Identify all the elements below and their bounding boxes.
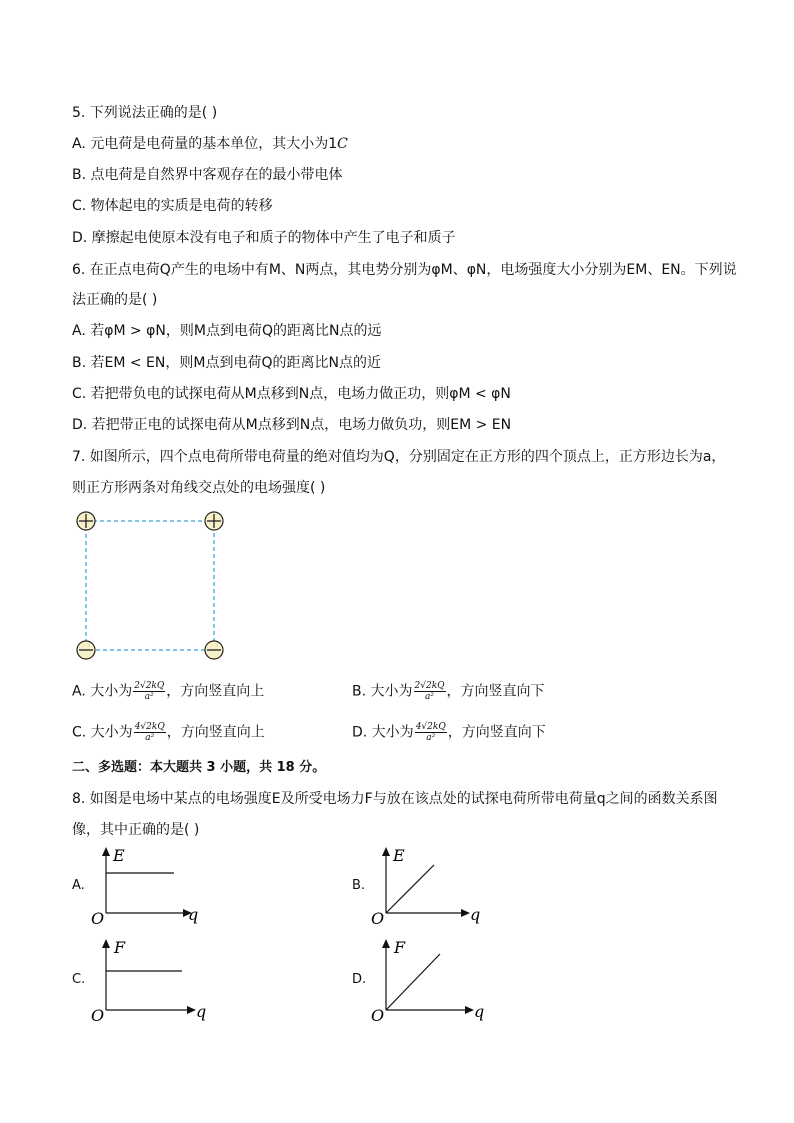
origin-label: O xyxy=(371,1006,385,1025)
q6-stem-line2: 法正确的是( ) xyxy=(72,292,158,308)
origin-label: O xyxy=(91,909,105,925)
x-axis-label: q xyxy=(196,1002,207,1021)
graph-c xyxy=(88,936,218,1026)
q5-stem: 5. 下列说法正确的是( ) xyxy=(72,105,218,121)
q6-option-d: D. 若把带正电的试探电荷从M点移到N点，电场力做负功，则EM > EN xyxy=(72,417,512,433)
q6-stem-line1: 6. 在正点电荷Q产生的电场中有M、N两点，其电势分别为φM、φN，电场强度大小分别为EM、EN。下列说 xyxy=(72,262,737,278)
q7-option-a: A. 大小为 $\frac{2√2kQ}{\text{a²}}$ ，方向竖直向上 xyxy=(72,681,265,702)
square-outline xyxy=(86,521,214,650)
origin-label: O xyxy=(91,1006,105,1025)
y-axis-label: E xyxy=(393,846,405,865)
q5-option-b: B. 点电荷是自然界中客观存在的最小带电体 xyxy=(72,167,343,183)
q5-option-d: D. 摩擦起电使原本没有电子和质子的物体中产生了电子和质子 xyxy=(72,230,456,246)
graph-c-label: C. xyxy=(72,972,86,987)
graph-b xyxy=(368,845,488,925)
q6-option-b: B. 若EM < EN，则M点到电荷Q的距离比N点的近 xyxy=(72,355,381,371)
q7-stem-line1: 7. 如图所示，四个点电荷所带电荷量的绝对值均为Q，分别固定在正方形的四个顶点上，正方形边长为a， xyxy=(72,449,726,465)
graph-a-label: A. xyxy=(72,878,85,893)
fraction: $\frac{2√2kQ}{\text{a²}}$ xyxy=(414,681,445,702)
graph-b-label: B. xyxy=(352,878,366,893)
positive-charge-top-left xyxy=(77,512,95,530)
q7-option-c: C. 大小为 $\frac{4√2kQ}{\text{a²}}$ ，方向竖直向上 xyxy=(72,722,265,743)
y-axis-label: F xyxy=(394,938,406,957)
q6-option-a: A. 若φM > φN，则M点到电荷Q的距离比N点的远 xyxy=(72,323,382,339)
negative-charge-bottom-right xyxy=(205,641,223,659)
q8-stem-line2: 像，其中正确的是( ) xyxy=(72,822,200,838)
section-title: 二、多选题：本大题共 3 小题，共 18 分。 xyxy=(72,760,326,775)
q7-stem-line2: 则正方形两条对角线交点处的电场强度( ) xyxy=(72,480,326,496)
q7-option-d: D. 大小为 $\frac{4√2kQ}{\text{a²}}$ ，方向竖直向下 xyxy=(352,722,546,743)
origin-label: O xyxy=(371,909,385,925)
fraction: $\frac{2√2kQ}{\text{a²}}$ xyxy=(134,681,165,702)
x-axis-label: q xyxy=(470,905,481,924)
x-axis-label: q xyxy=(188,905,199,924)
q7-option-b: B. 大小为 $\frac{2√2kQ}{\text{a²}}$ ，方向竖直向下 xyxy=(352,681,545,702)
graph-a xyxy=(88,845,208,925)
y-axis-label: F xyxy=(114,938,126,957)
positive-charge-top-right xyxy=(205,512,223,530)
q5-option-a: A. 元电荷是电荷量的基本单位，其大小为1C xyxy=(72,136,348,152)
square-charges-figure xyxy=(74,508,234,664)
graph-d xyxy=(368,936,498,1026)
fraction: $\frac{4√2kQ}{\text{a²}}$ xyxy=(415,722,446,743)
graph-d-label: D. xyxy=(352,972,367,987)
q6-option-c: C. 若把带负电的试探电荷从M点移到N点，电场力做正功，则φM < φN xyxy=(72,386,511,402)
negative-charge-bottom-left xyxy=(77,641,95,659)
q5-option-c: C. 物体起电的实质是电荷的转移 xyxy=(72,198,273,214)
fraction: $\frac{4√2kQ}{\text{a²}}$ xyxy=(134,722,165,743)
x-axis-label: q xyxy=(474,1002,485,1021)
y-axis-label: E xyxy=(113,846,125,865)
q8-stem-line1: 8. 如图是电场中某点的电场强度E及所受电场力F与放在该点处的试探电荷所带电荷量q之间的函数关系图 xyxy=(72,791,718,807)
